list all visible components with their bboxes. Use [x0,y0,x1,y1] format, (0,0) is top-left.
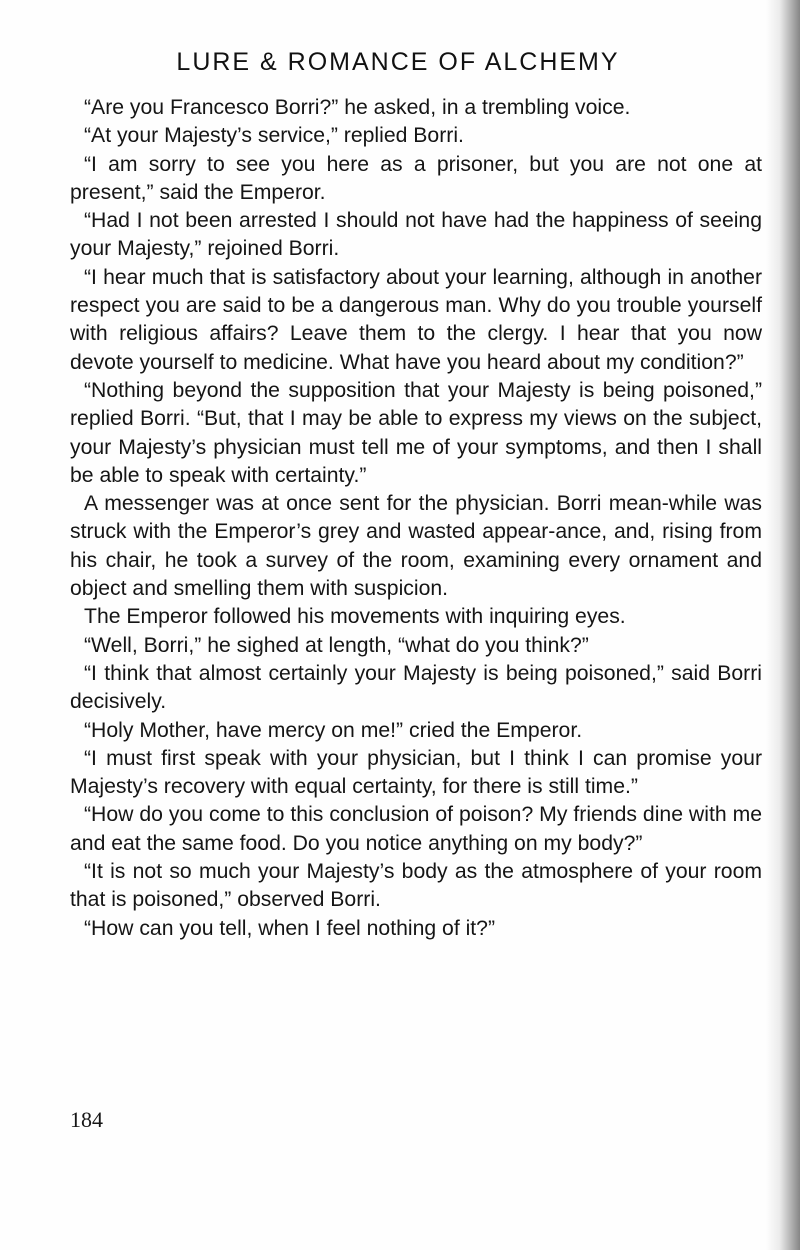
paragraph: “How can you tell, when I feel nothing of it?” [84,916,496,940]
paragraph: “How do you come to this conclusion of poison? My friends dine with me and eat the same food. Do you notice anything on my body?” [70,803,762,855]
page-number: 184 [70,1107,103,1132]
page-edge-shadow [766,0,800,1250]
body-text [70,94,762,943]
paragraph: A messenger was at once sent for the physician. Borri mean-while was struck with the Emperor’s grey and wasted appear-ance, and, rising from his chair, he took a survey of the room, examining every ornament and object and smelling them with suspicion. [70,492,762,601]
paragraph: “Holy Mother, have mercy on me!” cried the Emperor. [84,718,583,742]
paragraph: “Well, Borri,” he sighed at length, “what do you think?” [84,633,589,657]
paragraph: “I think that almost certainly your Majesty is being poisoned,” said Borri decisively. [70,661,762,714]
paragraph: “It is not so much your Majesty’s body as the atmosphere of your room that is poisoned,” observed Borri. [70,860,762,912]
paragraph: “I am sorry to see you here as a prisoner, but you are not one at present,” said the Emperor. [70,152,762,204]
paragraph: “Nothing beyond the supposition that your Majesty is being poisoned,” replied Borri. “But, that I may be able to express my views on the subject, your Majesty’s physician must tell me of your symptoms, and then I shall be able to speak with certainty.” [70,378,762,487]
paragraph: “At your Majesty’s service,” replied Borri. [84,124,464,148]
running-head: LURE & ROMANCE OF ALCHEMY [176,48,620,76]
paragraph: “I hear much that is satisfactory about your learning, although in another respect you are said to be a dangerous man. Why do you trouble yourself with religious affairs? Leave them to the clergy. I hear that you now devote yourself to medicine. What have you heard about my condition?” [70,265,762,374]
paragraph: “I must first speak with your physician, but I think I can promise your Majesty’s recovery with equal certainty, for there is still time.” [70,746,762,799]
paragraph: “Had I not been arrested I should not have had the happiness of seeing your Majesty,” rejoined Borri. [70,209,762,261]
paragraph: The Emperor followed his movements with inquiring eyes. [84,605,626,629]
paragraph: “Are you Francesco Borri?” he asked, in a trembling voice. [84,96,631,119]
